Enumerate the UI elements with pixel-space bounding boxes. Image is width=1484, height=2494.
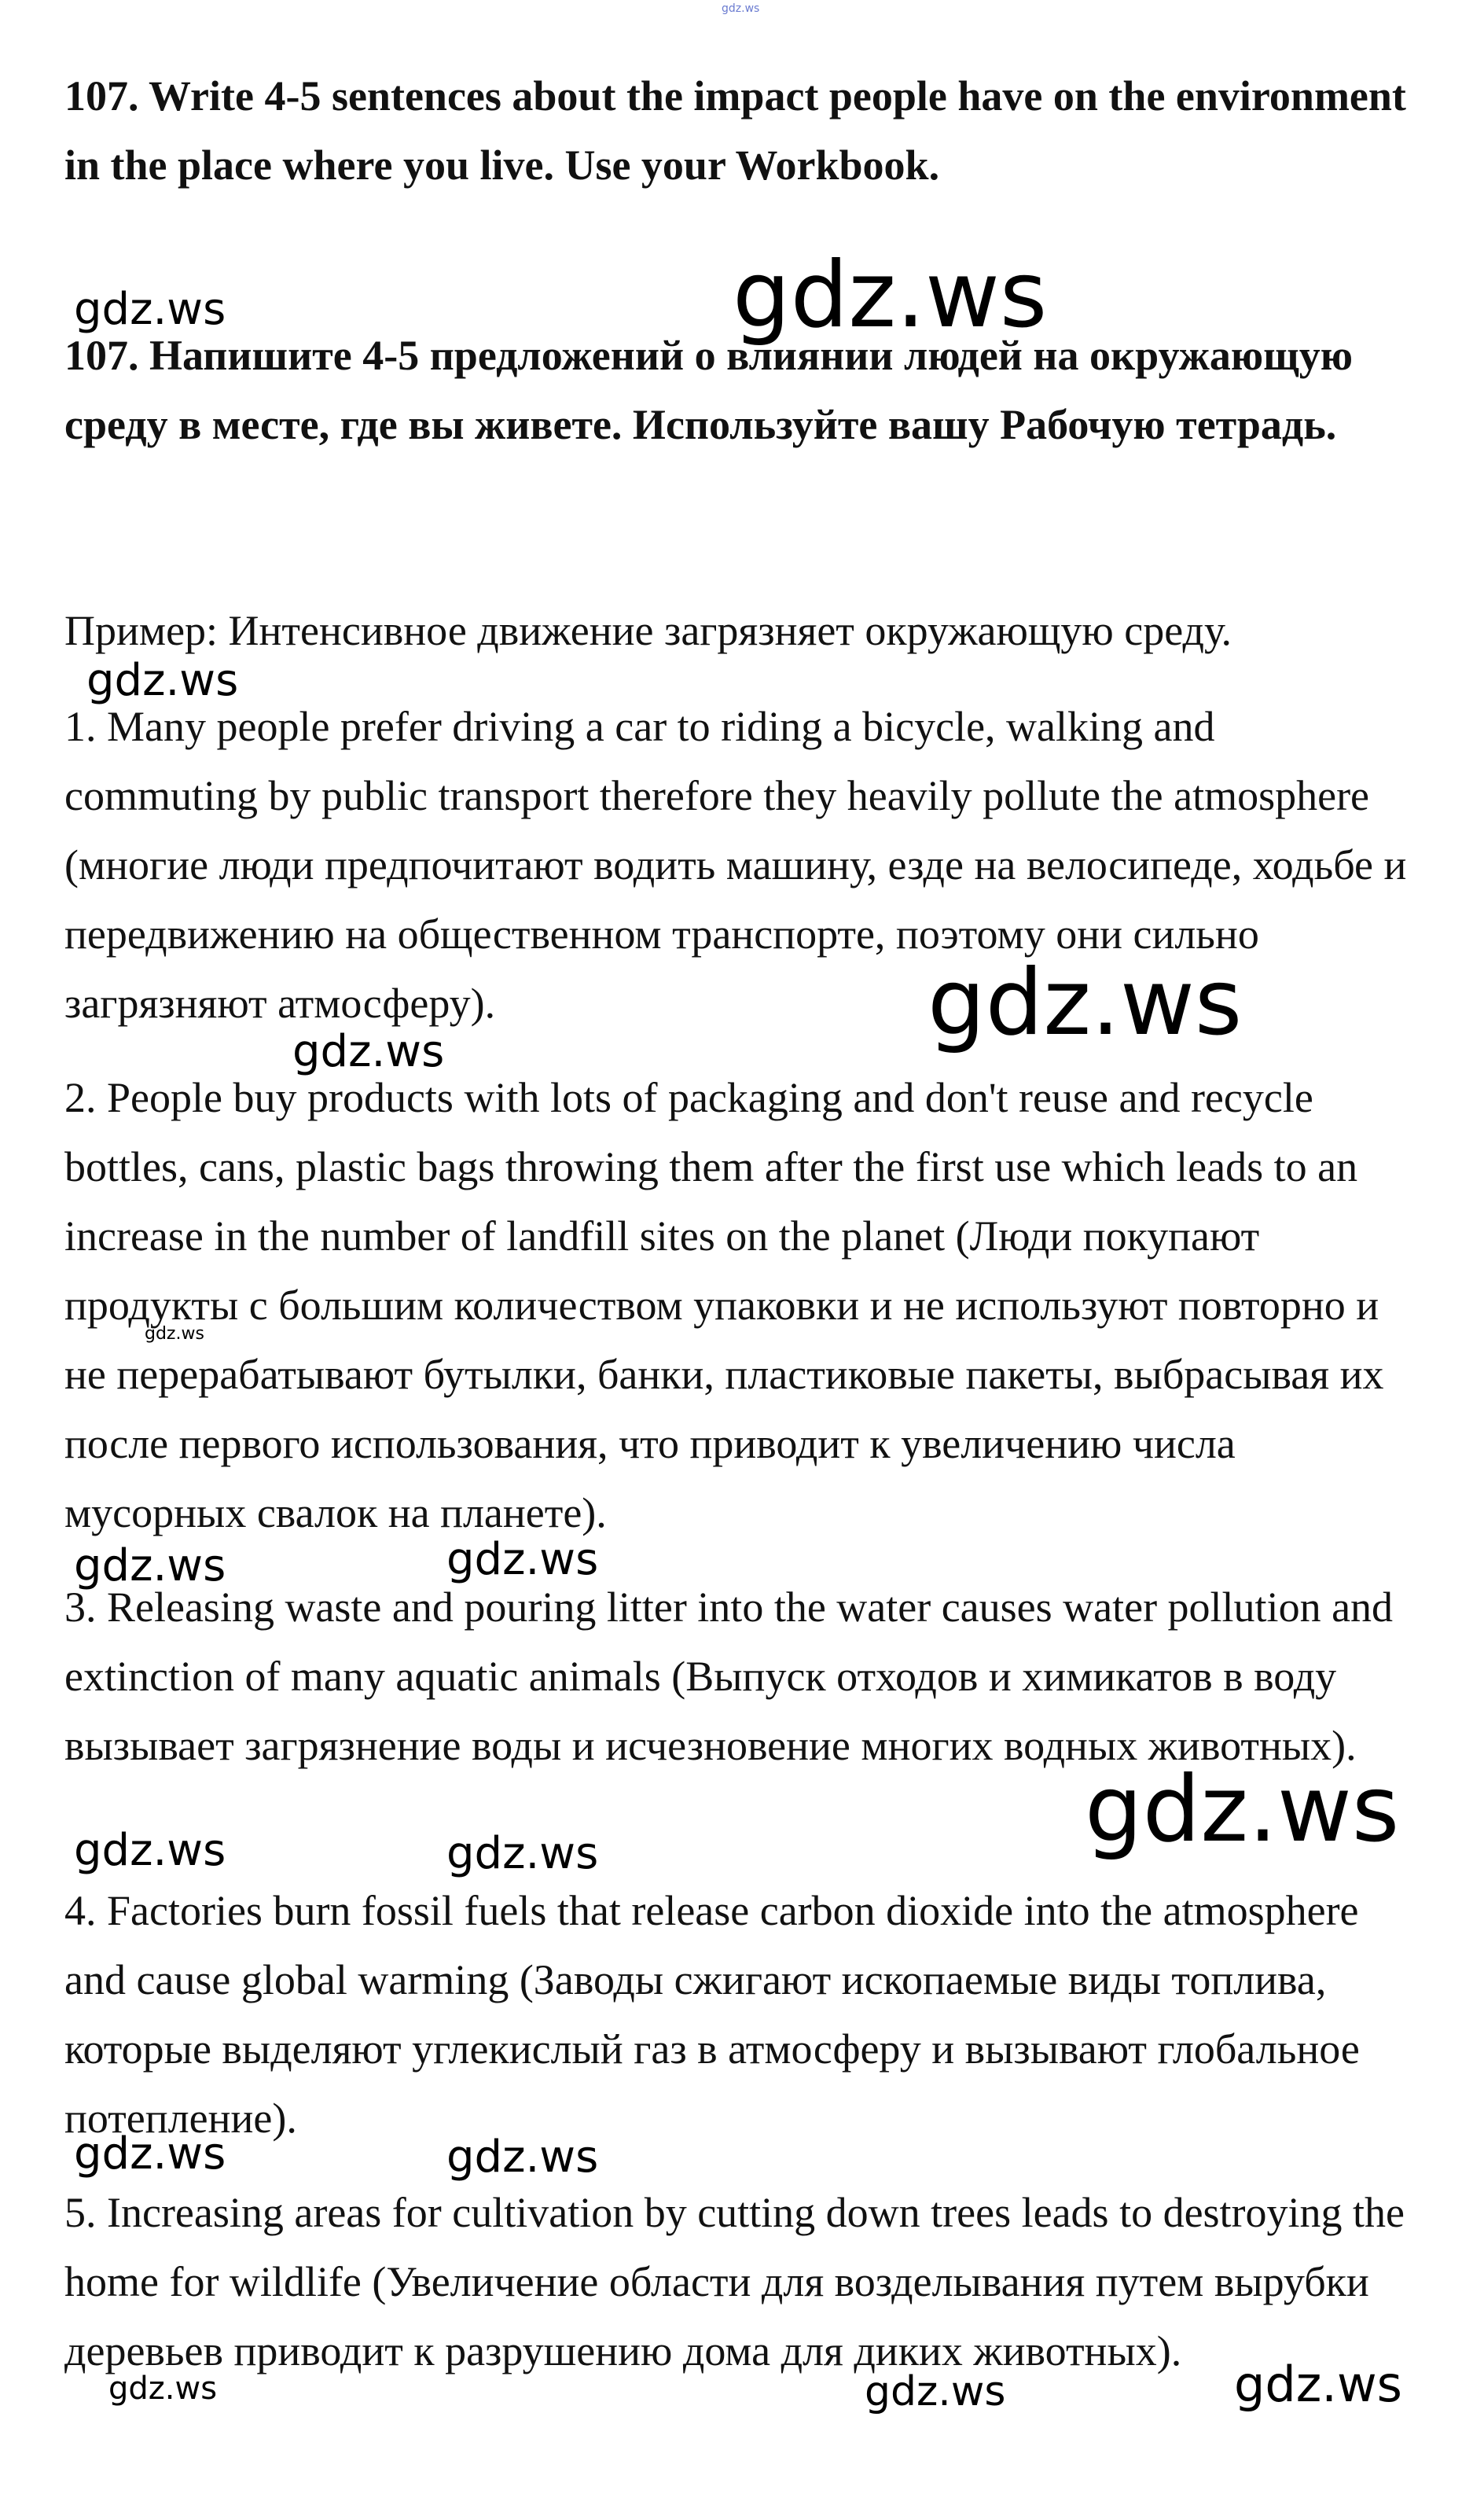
watermark-small: gdz.ws	[145, 1324, 204, 1344]
watermark: gdz.ws	[74, 1540, 226, 1591]
watermark-top: gdz.ws	[722, 2, 760, 15]
watermark: gdz.ws	[446, 1828, 599, 1879]
watermark: gdz.ws	[74, 1825, 226, 1876]
answer-item-4: 4. Factories burn fossil fuels that release carbon dioxide into the atmosphere and cause global warming (Заводы сжигают ископаемые виды топлива, которые выделяют углекислый газ в атмосферу и вызывают глобальное потепление).	[64, 1887, 1360, 2142]
watermark: gdz.ws	[108, 2371, 218, 2407]
watermark: gdz.ws	[292, 1026, 445, 1077]
watermark-large: gdz.ws	[733, 242, 1048, 348]
answer-item-3: 3. Releasing waste and pouring litter into the water causes water pollution and extinction of many aquatic animals (Выпуск отходов и химикатов в воду вызывает загрязнение воды и исчезновение многих водных животных).	[64, 1584, 1394, 1769]
watermark: gdz.ws	[446, 1534, 599, 1585]
answer-item-1: 1. Many people prefer driving a car to riding a bicycle, walking and commuting by public transport therefore they heavily pollute the atmosphere (многие люди предпочитают водить машину, езде на велосипеде, ходьбе и передвижению на общественном транспорте, поэтому они сильно загрязняют атмосферу).	[64, 703, 1407, 1027]
watermark-large: gdz.ws	[1085, 1756, 1400, 1863]
watermark-large: gdz.ws	[928, 950, 1243, 1056]
answer-item-5: 5. Increasing areas for cultivation by cutting down trees leads to destroying the home for wildlife (Увеличение области для возделывания путем вырубки деревьев приводит к разрушению дома для диких животных).	[64, 2189, 1405, 2374]
example-text: Пример: Интенсивное движение загрязняет окружающую среду.	[64, 607, 1232, 654]
watermark: gdz.ws	[86, 655, 239, 706]
answer-item-2: 2. People buy products with lots of packaging and don't reuse and recycle bottles, cans, plastic bags throwing them after the first use which leads to an increase in the number of landfill sites on the planet (Люди покупают продукты с большим количеством упаковки и не используют повторно и не перерабатывают бутылки, банки, пластиковые пакеты, выбрасывая их после первого использования, что приводит к увеличению числа мусорных свалок на планете).	[64, 1074, 1384, 1536]
watermark: gdz.ws	[74, 2128, 226, 2179]
watermark: gdz.ws	[74, 284, 226, 335]
task-english: 107. Write 4-5 sentences about the impact people have on the environment in the place where you live. Use your Workbook.	[64, 72, 1406, 189]
watermark: gdz.ws	[446, 2132, 599, 2183]
task-russian: 107. Напишите 4-5 предложений о влиянии людей на окружающую среду в месте, где вы живете. Используйте вашу Рабочую тетрадь.	[64, 332, 1354, 448]
watermark: gdz.ws	[865, 2368, 1006, 2415]
watermark: gdz.ws	[1234, 2356, 1402, 2413]
